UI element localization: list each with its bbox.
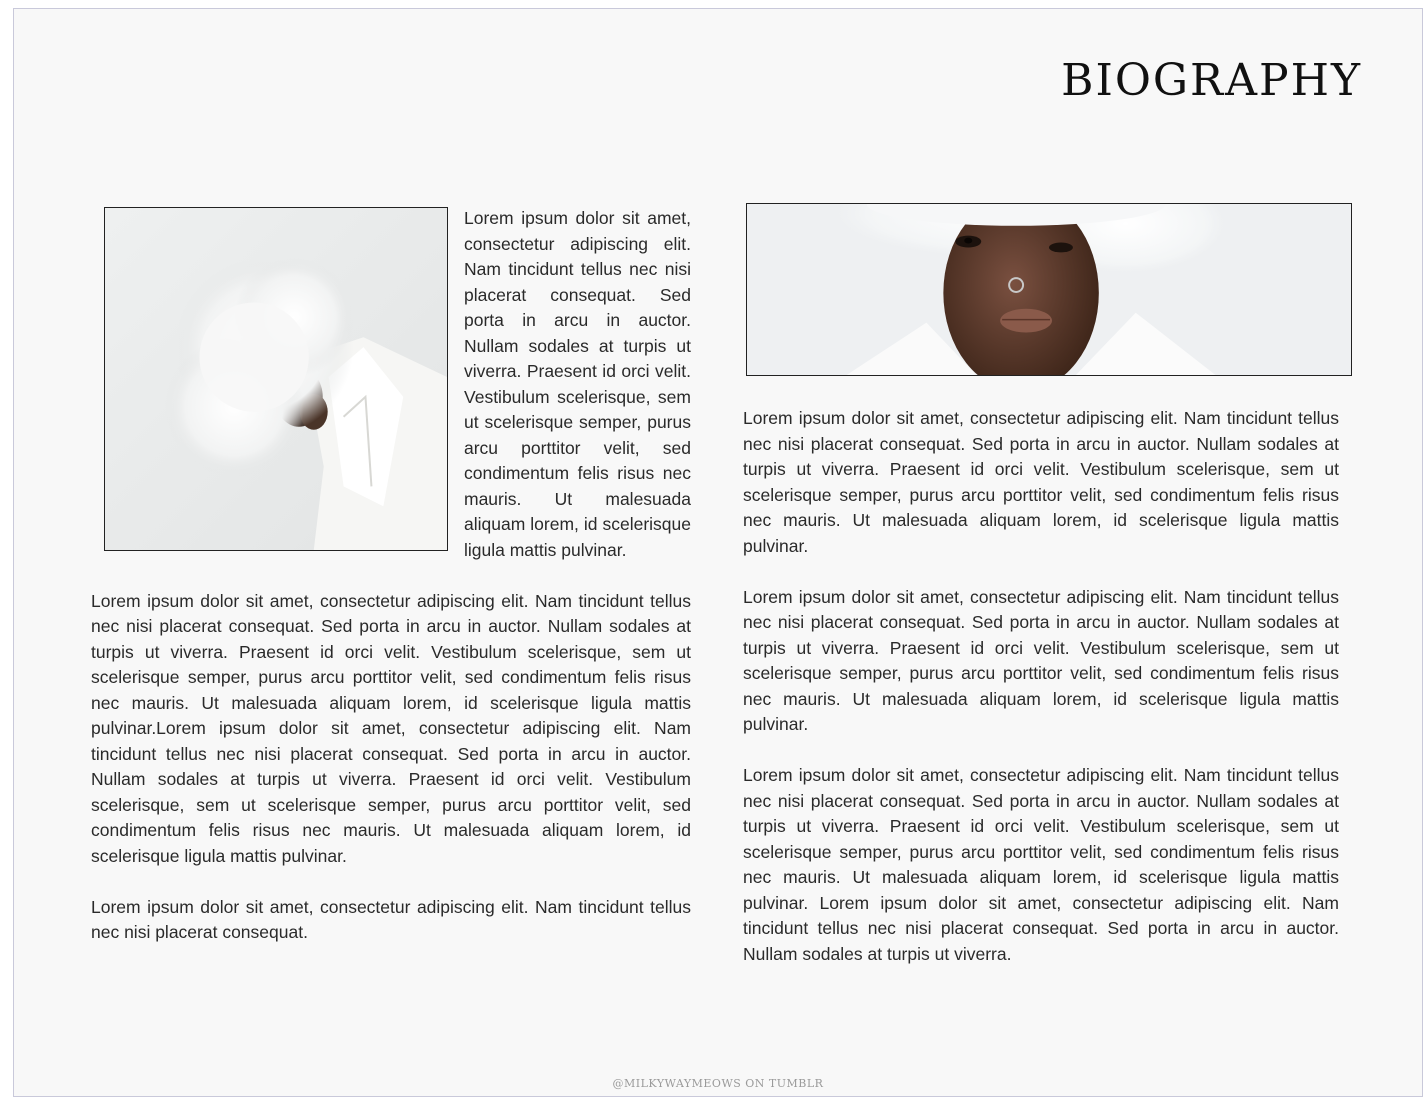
portrait-photo-bent bbox=[104, 207, 448, 551]
right-paragraph-3: Lorem ipsum dolor sit amet, consectetur adipiscing elit. Nam tincidunt tellus nec nisi placerat consequat. Sed porta in arcu in auctor. Nullam sodales at turpis ut viverra. Praesent id orci velit. Vestibulum scelerisque, sem ut scelerisque semper, purus arcu porttitor velit, sed condimentum felis risus nec mauris. Ut malesuada aliquam lorem, id scelerisque ligula mattis pulvinar. Lorem ipsum dolor sit amet, consectetur adipiscing elit. Nam tincidunt tellus nec nisi placerat consequat. Sed porta in arcu in auctor. Nullam sodales at turpis ut viverra. bbox=[743, 765, 1339, 964]
right-text-block bbox=[743, 406, 1345, 967]
left-paragraph-2: Lorem ipsum dolor sit amet, consectetur adipiscing elit. Nam tincidunt tellus nec nisi placerat consequat. Sed porta in arcu in auctor. Nullam sodales at turpis ut viverra. Praesent id orci velit. Vestibulum scelerisque, sem ut scelerisque semper, purus arcu porttitor velit, sed condimentum felis risus nec mauris. Ut malesuada aliquam lorem, id scelerisque ligula mattis pulvinar.Lorem ipsum dolor sit amet, consectetur adipiscing elit. Nam tincidunt tellus nec nisi placerat consequat. Sed porta in arcu in auctor. Nullam sodales at turpis ut viverra. Praesent id orci velit. Vestibulum scelerisque, sem ut scelerisque semper, purus arcu porttitor velit, sed condimentum felis risus nec mauris. Ut malesuada aliquam lorem, id scelerisque ligula mattis pulvinar. bbox=[91, 590, 691, 866]
footer-credit: @MILKYWAYMEOWS ON TUMBLR bbox=[612, 1077, 824, 1090]
portrait-photo-face bbox=[746, 203, 1352, 376]
left-paragraph-3: Lorem ipsum dolor sit amet, consectetur adipiscing elit. Nam tincidunt tellus nec nisi placerat consequat. bbox=[91, 896, 691, 942]
right-paragraph-1: Lorem ipsum dolor sit amet, consectetur adipiscing elit. Nam tincidunt tellus nec nisi placerat consequat. Sed porta in arcu in auctor. Nullam sodales at turpis ut viverra. Praesent id orci velit. Vestibulum scelerisque, sem ut scelerisque semper, purus arcu porttitor velit, sed condimentum felis risus nec mauris. Ut malesuada aliquam lorem, id scelerisque ligula mattis pulvinar. bbox=[743, 408, 1339, 556]
portrait-photo-bent-image bbox=[105, 208, 447, 550]
left-column bbox=[91, 206, 691, 971]
left-paragraph-1: Lorem ipsum dolor sit amet, consectetur adipiscing elit. Nam tincidunt tellus nec nisi placerat consequat. Sed porta in arcu in auctor. Nullam sodales at turpis ut viverra. Praesent id orci velit. Vestibulum scelerisque, sem ut scelerisque semper, purus arcu porttitor velit, sed condimentum felis risus nec mauris. Ut malesuada aliquam lorem, id scelerisque ligula mattis pulvinar. bbox=[464, 208, 691, 560]
portrait-photo-face-image bbox=[747, 204, 1351, 375]
right-column bbox=[743, 203, 1345, 993]
document-page bbox=[13, 8, 1423, 1097]
right-paragraph-2: Lorem ipsum dolor sit amet, consectetur adipiscing elit. Nam tincidunt tellus nec nisi placerat consequat. Sed porta in arcu in auctor. Nullam sodales at turpis ut viverra. Praesent id orci velit. Vestibulum scelerisque, sem ut scelerisque semper, purus arcu porttitor velit, sed condimentum felis risus nec mauris. Ut malesuada aliquam lorem, id scelerisque ligula mattis pulvinar. bbox=[743, 586, 1339, 734]
page-title: BIOGRAPHY bbox=[1061, 55, 1362, 106]
